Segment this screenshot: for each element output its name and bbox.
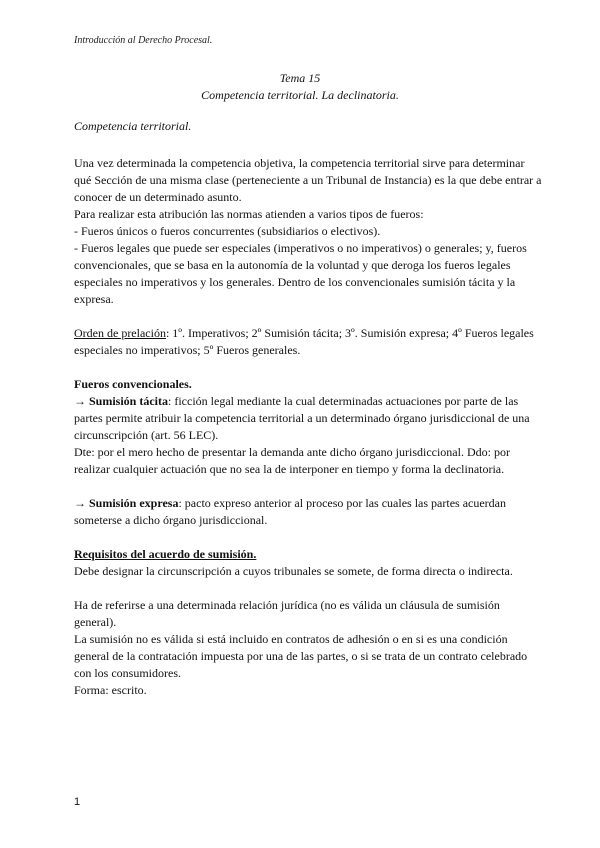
paragraph-orden-prelacion bbox=[74, 325, 544, 359]
sumision-tacita-text: : ficción legal mediante la cual determinadas actuaciones por parte de las partes permite atribuir la competencia territorial a un determinado órgano jurisdiccional de una circunscripción (art. 56 LEC). bbox=[74, 394, 530, 442]
running-header: Introducción al Derecho Procesal. bbox=[74, 35, 213, 46]
sumision-tacita-label: Sumisión tácita bbox=[89, 394, 169, 408]
heading-requisitos: Requisitos del acuerdo de sumisión. bbox=[74, 547, 257, 561]
paragraph-requisito-forma: Forma: escrito. bbox=[74, 683, 147, 697]
orden-prelacion-text: : 1º. Imperativos; 2º Sumisión tácita; 3º. Sumisión expresa; 4º Fueros legales especiales no imperativos; 5º Fueros generales. bbox=[74, 326, 534, 357]
section-heading-competencia: Competencia territorial. bbox=[74, 119, 192, 133]
sumision-expresa-text: : pacto expreso anterior al proceso por las cuales las partes acuerdan someterse a dicho órgano jurisdiccional. bbox=[74, 496, 506, 527]
arrow-right-icon: → bbox=[74, 496, 89, 510]
paragraph-requisito-circunscripcion: Debe designar la circunscripción a cuyos tribunales se somete, de forma directa o indirecta. bbox=[74, 564, 513, 578]
paragraph-sumision-expresa bbox=[74, 495, 544, 529]
paragraph-requisito-adhesion: La sumisión no es válida si está incluido en contratos de adhesión o en si es una condición general de la contratación impuesta por una de las partes, o si se trata de un contrato celebrado con los consumidores. bbox=[74, 632, 528, 680]
document-body bbox=[74, 118, 544, 699]
orden-prelacion-label: Orden de prelación bbox=[74, 326, 166, 340]
topic-title: Competencia territorial. La declinatoria. bbox=[201, 88, 399, 102]
paragraph-competencia-territorial: Una vez determinada la competencia objetiva, la competencia territorial sirve para determinar qué Sección de una misma clase (perteneciente a un Tribunal de Instancia) es la que debe entrar a conocer de un determinado asunto. bbox=[74, 156, 542, 204]
list-item-fueros-legales: - Fueros legales que puede ser especiales (imperativos o no imperativos) o generales; y, fueros convencionales, que se basa en la autonomía de la voluntad y que deroga los fueros legales especiales no imperativos y los generales. Dentro de los convencionales sumisión tácita y la expresa. bbox=[74, 241, 527, 306]
topic-number: Tema 15 bbox=[279, 71, 321, 85]
arrow-right-icon: → bbox=[74, 394, 89, 408]
sumision-expresa-label: Sumisión expresa bbox=[89, 496, 179, 510]
title-block bbox=[0, 70, 600, 104]
paragraph-fueros-intro: Para realizar esta atribución las normas atienden a varios tipos de fueros: bbox=[74, 207, 424, 221]
paragraph-requisito-relacion: Ha de referirse a una determinada relación jurídica (no es válida un cláusula de sumisión general). bbox=[74, 598, 500, 629]
heading-fueros-convencionales: Fueros convencionales. bbox=[74, 377, 192, 391]
paragraph-sumision-tacita bbox=[74, 393, 544, 444]
paragraph-dte-ddo: Dte: por el mero hecho de presentar la demanda ante dicho órgano jurisdiccional. Ddo: por realizar cualquier actuación que no sea la de interponer en tiempo y forma la declinatoria. bbox=[74, 445, 510, 476]
page-number: 1 bbox=[74, 796, 81, 808]
list-item-fueros-unicos: - Fueros únicos o fueros concurrentes (subsidiarios o electivos). bbox=[74, 224, 381, 238]
